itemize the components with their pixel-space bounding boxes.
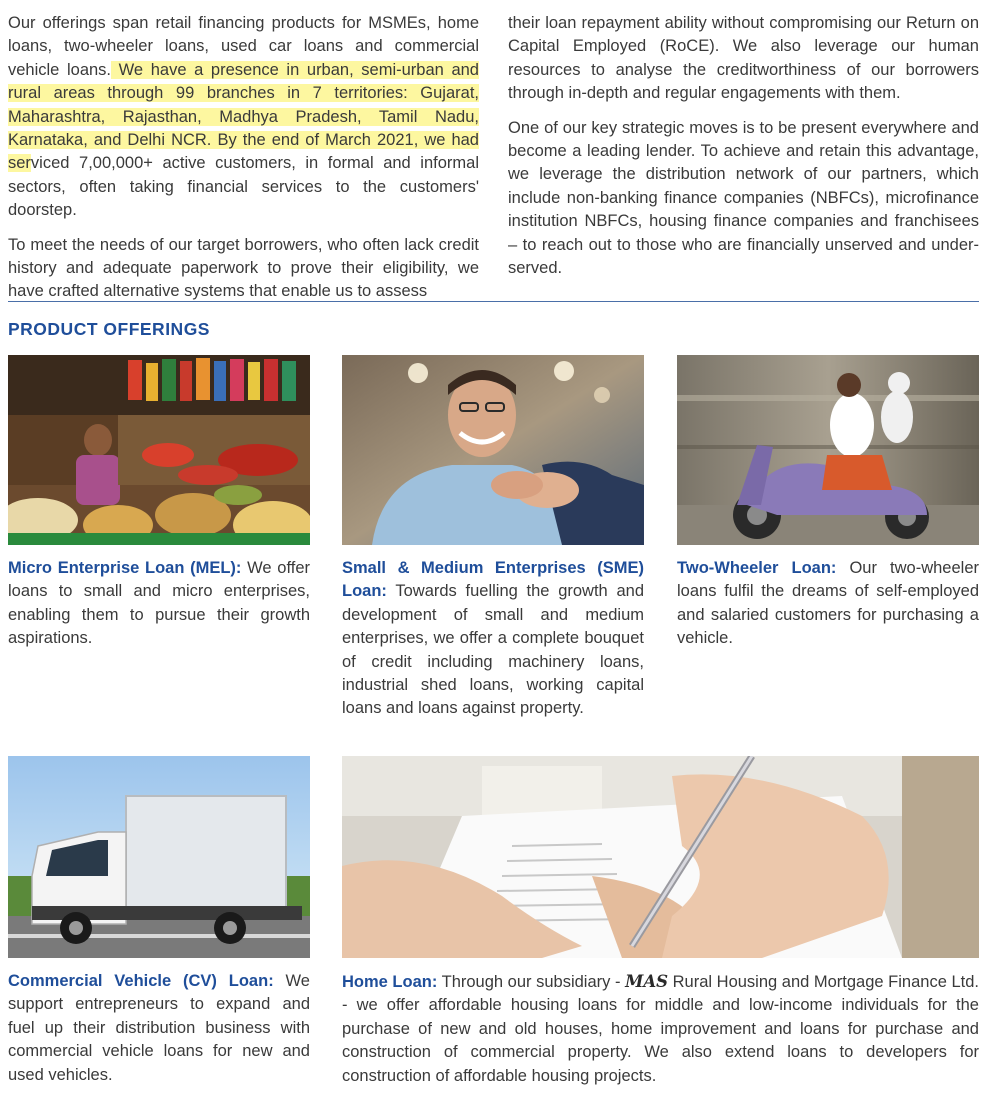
sme-description xyxy=(342,557,644,721)
market-stall-image xyxy=(8,355,310,545)
sme-title: Small & Medium Enterprises (SME) Loan: xyxy=(342,559,644,601)
mel-photo xyxy=(8,355,310,545)
section-divider xyxy=(8,301,979,302)
intro-paragraph-2: To meet the needs of our target borrowers, who often lack credit history and adequate paperwork to prove their eligibility, we have crafted alternative systems that enable us to assess xyxy=(8,235,479,301)
product-card-two-wheeler xyxy=(677,355,979,651)
home-title: Home Loan: xyxy=(342,973,438,991)
home-description xyxy=(342,970,979,1088)
cv-text: We support entrepreneurs to expand and fuel up their distribution business with commercial vehicle loans for new and used vehicles. xyxy=(8,972,310,1084)
section-title: PRODUCT OFFERINGS xyxy=(8,319,210,339)
two-wheeler-photo xyxy=(677,355,979,545)
sme-photo xyxy=(342,355,644,545)
product-card-cv xyxy=(8,756,310,1087)
intro-section xyxy=(8,12,979,315)
intro-p1-highlight: We have a presence in urban, semi-urban and rural areas through 99 branches in 7 territories: Gujarat, Maharashtra, Rajasthan, Madhya Pradesh, Tamil Nadu, Karnataka, and Delhi NCR. By the end of March 2021, we had ser xyxy=(8,60,479,173)
mel-title: Micro Enterprise Loan (MEL): xyxy=(8,559,242,577)
product-card-sme xyxy=(342,355,644,721)
home-photo xyxy=(342,756,979,958)
intro-paragraph-3: their loan repayment ability without compromising our Return on Capital Employed (RoCE). We also leverage our human resources to analyse the creditworthiness of our borrowers through in-depth and regular engagements with them. xyxy=(508,14,979,103)
cv-title: Commercial Vehicle (CV) Loan: xyxy=(8,972,274,990)
intro-paragraph-4: One of our key strategic moves is to be present everywhere and become a leading lender. To achieve and retain this advantage, we leverage the distribution network of our partners, which include non-banking finance companies (NBFCs), microfinance institution NBFCs, housing finance companies and franchisees – to reach out to those who are financially unserved and under-served. xyxy=(508,118,979,278)
mel-text: We offer loans to small and micro enterprises, enabling them to pursue their growth aspirations. xyxy=(8,559,310,648)
product-card-mel xyxy=(8,355,310,651)
intro-paragraph-1 xyxy=(8,12,479,223)
home-text-end: Rural Housing and Mortgage Finance Ltd. - we offer affordable housing loans for middle and low-income individuals for the purchase of new and old houses, home improvement and loans for purchase and construction of commercial property. We also extend loans to developers for construction of affordable housing projects. xyxy=(342,973,979,1085)
intro-column-left xyxy=(8,12,479,315)
two-wheeler-description xyxy=(677,557,979,651)
signing-document-image xyxy=(342,756,979,958)
mel-description xyxy=(8,557,310,651)
sme-text: Towards fuelling the growth and development of small and medium enterprises, we offer a complete bouquet of credit including machinery loans, industrial shed loans, working capital loans and loans against property. xyxy=(342,582,644,718)
truck-image xyxy=(8,756,310,958)
cv-description xyxy=(8,970,310,1087)
two-wheeler-text: Our two-wheeler loans fulfil the dreams of self-employed and salaried customers for purchasing a vehicle. xyxy=(677,559,979,648)
product-card-home xyxy=(342,756,979,1088)
handshake-image xyxy=(342,355,644,545)
two-wheeler-title: Two-Wheeler Loan: xyxy=(677,559,837,577)
cv-photo xyxy=(8,756,310,958)
home-text: Through our subsidiary - xyxy=(437,973,626,991)
intro-p1-text: Our offerings span retail financing products for MSMEs, home loans, two-wheeler loans, used car loans and commercial vehicle loans. xyxy=(8,14,479,79)
scooter-image xyxy=(677,355,979,545)
intro-p1-text-end: viced 7,00,000+ active customers, in formal and informal sectors, often taking financial services to the customers' doorstep. xyxy=(8,154,479,220)
mas-logo-text: MAS xyxy=(625,972,669,991)
intro-column-right xyxy=(508,12,979,315)
